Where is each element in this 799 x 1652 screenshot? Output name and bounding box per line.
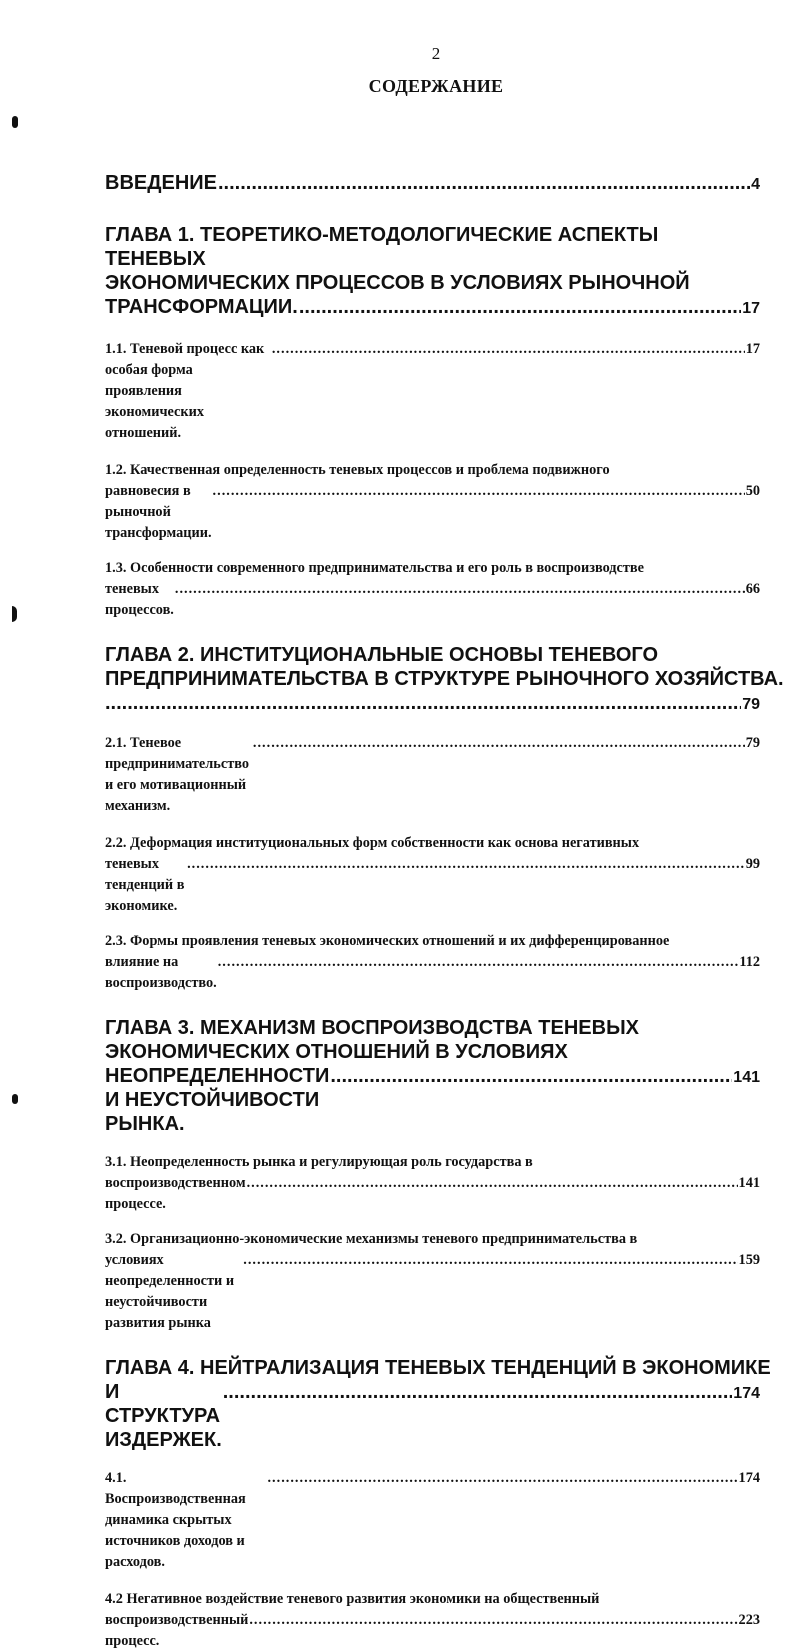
- toc-section-3-2[interactable]: [105, 1229, 760, 1334]
- section-2-2-title-line-2: теневых тенденций в экономике.: [105, 856, 185, 914]
- toc-section-2-2[interactable]: [105, 833, 760, 917]
- table-of-contents: [105, 168, 784, 1652]
- leader-dots: [218, 171, 750, 195]
- section-2-1-page: 79: [745, 735, 760, 751]
- toc-chapter-3[interactable]: [105, 1016, 760, 1136]
- toc-section-2-3[interactable]: [105, 931, 760, 994]
- scan-mark-middle-left: [12, 606, 17, 622]
- section-3-1-title-line-1: 3.1. Неопределенность рынка и регулирующая роль государства в: [105, 1154, 533, 1170]
- toc-section-2-1[interactable]: [105, 733, 760, 817]
- leader-dots: [243, 1250, 737, 1271]
- section-4-2-page: 223: [738, 1612, 760, 1628]
- leader-dots: [267, 1468, 737, 1489]
- leader-dots: [299, 295, 741, 319]
- toc-section-3-1[interactable]: [105, 1152, 760, 1215]
- section-3-2-title-line-2: условиях неопределенности и неустойчивости развития рынка: [105, 1252, 235, 1331]
- chapter-3-page: 141: [733, 1069, 760, 1086]
- section-3-2-title-line-1: 3.2. Организационно-экономические механизмы теневого предпринимательства в: [105, 1231, 638, 1247]
- toc-chapter-4[interactable]: [105, 1356, 771, 1452]
- toc-section-1-3[interactable]: [105, 558, 760, 621]
- chapter-2-title-line-2: ПРЕДПРИНИМАТЕЛЬСТВА В СТРУКТУРЕ РЫНОЧНОГО ХОЗЯЙСТВА.: [105, 668, 784, 690]
- page-number: 2: [431, 44, 441, 63]
- section-4-1-page: 174: [738, 1470, 760, 1486]
- section-1-3-page: 66: [745, 581, 760, 597]
- chapter-1-title-line-3: ТРАНСФОРМАЦИИ.: [105, 296, 298, 318]
- section-2-1-title: 2.1. Теневое предпринимательство и его мотивационный механизм.: [105, 735, 249, 814]
- chapter-3-title-line-1: ГЛАВА 3. МЕХАНИЗМ ВОСПРОИЗВОДСТВА ТЕНЕВЫХ: [105, 1017, 640, 1039]
- chapter-2-page: 79: [742, 696, 760, 713]
- toc-intro-title: ВВЕДЕНИЕ: [105, 172, 217, 194]
- section-1-1-title: 1.1. Теневой процесс как особая форма проявления экономических отношений.: [105, 341, 265, 441]
- section-1-2-title-line-1: 1.2. Качественная определенность теневых процессов и проблема подвижного: [105, 462, 610, 478]
- leader-dots: [218, 952, 739, 973]
- section-4-2-title-line-1: 4.2 Негативное воздействие теневого развития экономики на общественный: [105, 1591, 600, 1607]
- section-1-1-page: 17: [745, 341, 760, 357]
- toc-section-1-2[interactable]: [105, 460, 760, 544]
- section-2-3-title-line-2: влияние на воспроизводство.: [105, 954, 217, 991]
- leader-dots: [175, 579, 745, 600]
- section-2-3-title-line-1: 2.3. Формы проявления теневых экономических отношений и их дифференцированное: [105, 933, 670, 949]
- section-4-1-title: 4.1. Воспроизводственная динамика скрытых источников доходов и расходов.: [105, 1470, 246, 1570]
- leader-dots: [247, 1173, 738, 1194]
- page-title: СОДЕРЖАНИЕ: [368, 76, 504, 96]
- leader-dots: [253, 733, 745, 754]
- chapter-1-title-line-1: ГЛАВА 1. ТЕОРЕТИКО-МЕТОДОЛОГИЧЕСКИЕ АСПЕКТЫ ТЕНЕВЫХ: [105, 224, 659, 270]
- section-4-2-title-line-2: воспроизводственный процесс.: [105, 1612, 249, 1649]
- leader-dots: [272, 339, 745, 360]
- leader-dots: [105, 691, 741, 715]
- section-3-1-title-line-2: воспроизводственном процессе.: [105, 1175, 246, 1212]
- section-2-3-page: 112: [739, 954, 760, 970]
- toc-section-1-1[interactable]: [105, 339, 760, 444]
- chapter-1-title-line-2: ЭКОНОМИЧЕСКИХ ПРОЦЕССОВ В УСЛОВИЯХ РЫНОЧНОЙ: [105, 272, 690, 294]
- chapter-3-title-line-2: ЭКОНОМИЧЕСКИХ ОТНОШЕНИЙ В УСЛОВИЯХ: [105, 1041, 568, 1063]
- section-1-2-title-line-2: равновесия в рыночной трансформации.: [105, 483, 212, 541]
- toc-chapter-2[interactable]: [105, 643, 784, 717]
- toc-intro-page: 4: [751, 176, 760, 193]
- section-3-1-page: 141: [738, 1175, 760, 1191]
- scan-mark-bottom-left: [12, 1094, 18, 1104]
- leader-dots: [223, 1380, 733, 1404]
- chapter-4-title-line-2: И СТРУКТУРА ИЗДЕРЖЕК.: [105, 1381, 222, 1451]
- section-2-2-page: 99: [745, 856, 760, 872]
- section-1-3-title-line-2: теневых процессов.: [105, 581, 174, 618]
- chapter-3-title-line-3: НЕОПРЕДЕЛЕННОСТИ И НЕУСТОЙЧИВОСТИ РЫНКА.: [105, 1065, 330, 1135]
- toc-intro[interactable]: [105, 171, 760, 197]
- chapter-1-page: 17: [742, 300, 760, 317]
- toc-section-4-2[interactable]: [105, 1589, 760, 1652]
- leader-dots: [249, 1610, 737, 1631]
- section-2-2-title-line-1: 2.2. Деформация институциональных форм собственности как основа негативных: [105, 835, 640, 851]
- chapter-2-title-line-1: ГЛАВА 2. ИНСТИТУЦИОНАЛЬНЫЕ ОСНОВЫ ТЕНЕВОГО: [105, 644, 659, 666]
- leader-dots: [187, 854, 745, 875]
- leader-dots: [330, 1064, 732, 1088]
- section-1-3-title-line-1: 1.3. Особенности современного предпринимательства и его роль в воспроизводстве: [105, 560, 644, 576]
- section-1-2-page: 50: [745, 483, 760, 499]
- scan-mark-top-left: [12, 116, 18, 128]
- toc-chapter-1[interactable]: [105, 223, 760, 321]
- chapter-4-page: 174: [733, 1385, 760, 1402]
- leader-dots: [213, 481, 745, 502]
- toc-section-4-1[interactable]: [105, 1468, 760, 1573]
- chapter-4-title-line-1: ГЛАВА 4. НЕЙТРАЛИЗАЦИЯ ТЕНЕВЫХ ТЕНДЕНЦИЙ В ЭКОНОМИКЕ: [105, 1357, 771, 1379]
- section-3-2-page: 159: [738, 1252, 760, 1268]
